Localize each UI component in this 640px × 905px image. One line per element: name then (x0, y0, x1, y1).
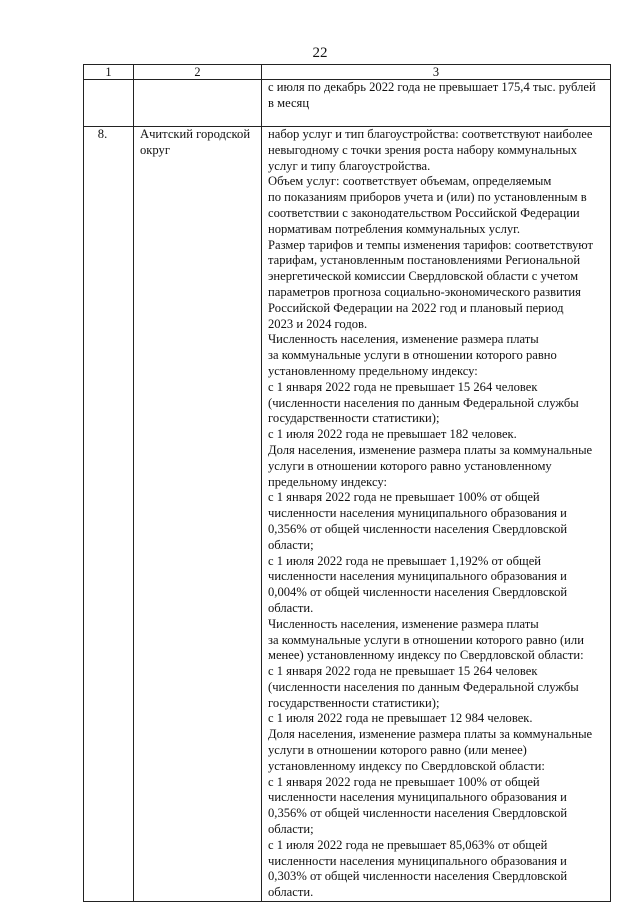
description-line: Объем услуг: соответствует объемам, определяемым (268, 174, 552, 189)
description-line: менее) установленному индексу по Свердловской области: (268, 648, 584, 663)
description-line: с 1 июля 2022 года не превышает 182 человек. (268, 427, 517, 442)
description-line: численности населения муниципального образования и (268, 790, 567, 805)
description-line: области; (268, 537, 314, 552)
description-line: соответствии с законодательством Российской Федерации (268, 205, 580, 220)
description-line: 0,356% от общей численности населения Свердловской (268, 521, 568, 536)
description-line: установленному предельному индексу: (268, 363, 478, 378)
description-line: с 1 июля 2022 года не превышает 1,192% от общей (268, 553, 542, 568)
table-header-row (84, 65, 611, 80)
description-line: 0,356% от общей численности населения Свердловской (268, 806, 568, 821)
description-line: установленному индексу по Свердловской области: (268, 758, 545, 773)
description-line: с 1 января 2022 года не превышает 100% от общей (268, 490, 540, 505)
column-header-1: 1 (84, 65, 134, 80)
column-header-2: 2 (134, 65, 262, 80)
description-line: численности населения муниципального образования и (268, 506, 567, 521)
description-line: Размер тарифов и темпы изменения тарифов: соответствуют (268, 237, 594, 252)
row-number-cell (84, 127, 134, 902)
continuation-number-cell (84, 80, 134, 127)
municipality-name-line: округ (140, 142, 171, 157)
description-line: области. (268, 885, 314, 900)
description-line: (численности населения по данным Федеральной службы (268, 395, 579, 410)
description-line: численности населения муниципального образования и (268, 569, 567, 584)
description-line: услуг и типу благоустройства. (268, 158, 431, 173)
description-line: государственности статистики); (268, 695, 440, 710)
page-number: 22 (312, 45, 328, 61)
description-line: области; (268, 822, 314, 837)
description-line: Численность населения, изменение размера платы (268, 332, 539, 347)
description-line: предельному индексу: (268, 474, 388, 489)
description-line: численности населения муниципального образования и (268, 853, 567, 868)
description-line: с 1 июля 2022 года не превышает 85,063% от общей (268, 837, 548, 852)
description-line: нормативам потребления коммунальных услуг. (268, 221, 521, 236)
description-line: государственности статистики); (268, 411, 440, 426)
description-line: невыгодному с точки зрения роста набору коммунальных (268, 142, 578, 157)
description-line: за коммунальные услуги в отношении которого равно (или (268, 632, 584, 647)
description-line: Доля населения, изменение размера платы за коммунальные (268, 727, 593, 742)
description-line: по показаниям приборов учета и (или) по установленным в (268, 190, 587, 205)
description-line: услуги в отношении которого равно (или менее) (268, 743, 527, 758)
description-cell (262, 127, 611, 902)
description-line: с 1 января 2022 года не превышает 15 264 человек (268, 664, 538, 679)
municipality-name-cell (134, 127, 262, 902)
description-line: Доля населения, изменение размера платы за коммунальные (268, 442, 593, 457)
data-table (83, 64, 611, 902)
description-line: 0,004% от общей численности населения Свердловской (268, 585, 568, 600)
continuation-line: в месяц (268, 95, 310, 110)
description-line: с 1 января 2022 года не превышает 15 264 человек (268, 379, 538, 394)
description-line: энергетической комиссии Свердловской области с учетом (268, 269, 579, 284)
description-line: 0,303% от общей численности населения Свердловской (268, 869, 568, 884)
continuation-text-cell (262, 80, 611, 127)
description-line: области. (268, 600, 314, 615)
description-line: за коммунальные услуги в отношении которого равно (268, 348, 557, 363)
description-text (262, 127, 610, 901)
description-line: с 1 января 2022 года не превышает 100% от общей (268, 774, 540, 789)
description-line: параметров прогноза социально-экономического развития (268, 284, 581, 299)
description-line: услуги в отношении которого равно установленному (268, 458, 552, 473)
description-line: с 1 июля 2022 года не превышает 12 984 человек. (268, 711, 533, 726)
continuation-name-cell (134, 80, 262, 127)
continuation-row (84, 80, 611, 127)
continuation-line: с июля по декабрь 2022 года не превышает 175,4 тыс. рублей (268, 80, 596, 94)
column-header-3: 3 (262, 65, 611, 80)
description-line: набор услуг и тип благоустройства: соответствуют наиболее (268, 127, 593, 141)
table-row (84, 127, 611, 902)
row-number: 8. (97, 127, 108, 141)
municipality-name-line: Ачитский городской (140, 127, 251, 141)
description-line: Российской Федерации на 2022 год и плановый период (268, 300, 564, 315)
description-line: Численность населения, изменение размера платы (268, 616, 539, 631)
description-line: 2023 и 2024 годов. (268, 316, 368, 331)
description-line: (численности населения по данным Федеральной службы (268, 679, 579, 694)
description-line: тарифам, установленным постановлениями Региональной (268, 253, 581, 268)
